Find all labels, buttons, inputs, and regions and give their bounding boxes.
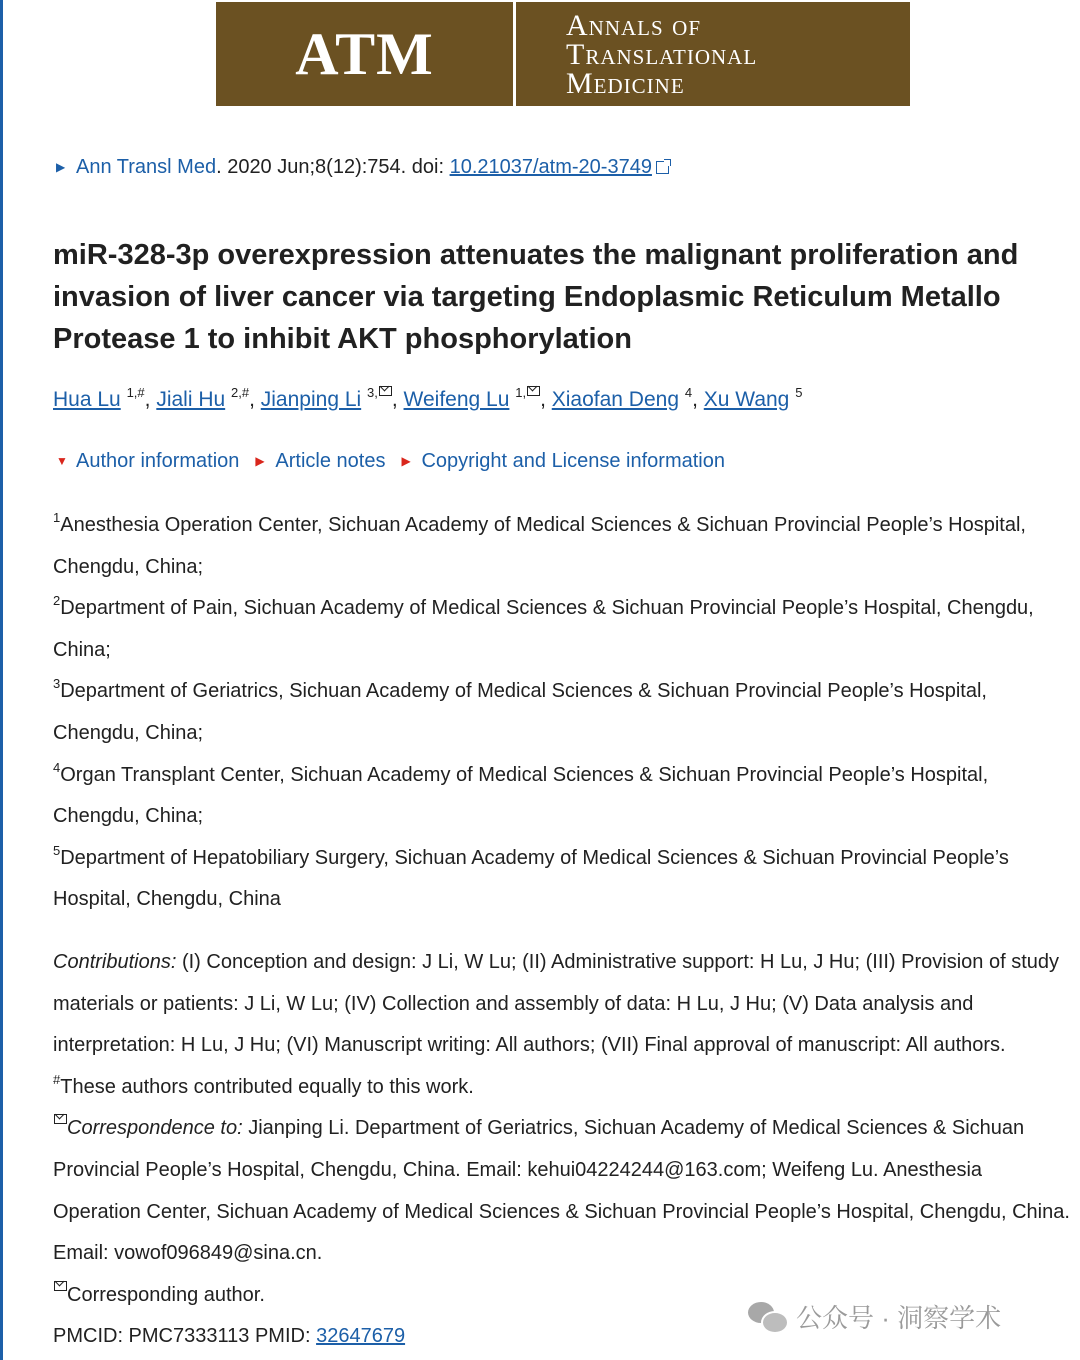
affiliation-item [53, 588, 1063, 671]
journal-name [516, 2, 757, 106]
affiliation-list [53, 505, 1063, 921]
contributions-label: Contributions: [53, 951, 177, 973]
author-link[interactable]: Jiali Hu [156, 388, 226, 411]
author-link[interactable]: Xiaofan Deng [551, 388, 680, 411]
correspondence-label: Correspondence to: [67, 1117, 243, 1140]
journal-banner[interactable] [216, 2, 910, 106]
author-separator: , [144, 388, 157, 411]
wechat-icon [748, 1302, 786, 1332]
tab-label: Copyright and License information [421, 450, 725, 472]
contributions-note [53, 942, 1073, 1067]
article-notes [53, 942, 1073, 1316]
correspondence-text: Jianping Li. Department of Geriatrics, Sichuan Academy of Medical Sciences & Sichuan Provincial People’s Hospital, Chengdu, China. Email: kehui04224244@163.com; Weifeng Lu. Anesthesia Operation Center, Sichuan Academy of Medical Sciences & Sichuan Provincial People’s Hospital, Chengdu, China. Email: vowof096849@sina.cn. [53, 1117, 1070, 1265]
journal-abbreviation-block [216, 2, 516, 106]
author-link[interactable]: Hua Lu [53, 388, 121, 411]
watermark [748, 1298, 1001, 1335]
journal-link[interactable]: Ann Transl Med [76, 156, 217, 178]
affiliation-text: Department of Hepatobiliary Surgery, Sichuan Academy of Medical Sciences & Sichuan Provincial People’s Hospital, Chengdu, China [53, 846, 1009, 911]
hash-mark: # [53, 1071, 61, 1087]
author-link[interactable]: Jianping Li [260, 388, 362, 411]
equal-contribution-text: These authors contributed equally to this work. [60, 1075, 474, 1098]
affiliation-item [53, 755, 1063, 838]
envelope-icon [379, 386, 392, 396]
author-link[interactable]: Xu Wang [703, 388, 790, 411]
tab-copyright-license[interactable] [401, 450, 725, 473]
page-left-border [0, 0, 3, 1360]
author-affiliation-sup [515, 385, 540, 400]
author-affiliation-sup: 4 [684, 385, 693, 400]
affiliation-text: Anesthesia Operation Center, Sichuan Academy of Medical Sciences & Sichuan Provincial People’s Hospital, Chengdu, China; [53, 514, 1026, 578]
journal-name-line: Annals of [566, 8, 702, 42]
pmcid: PMCID: PMC7333113 [53, 1325, 250, 1347]
envelope-icon [54, 1281, 67, 1291]
author-separator: , [391, 388, 404, 411]
pmid-link[interactable]: 32647679 [316, 1325, 406, 1347]
affiliation-number: 3 [53, 676, 61, 692]
envelope-icon [527, 386, 540, 396]
contributions-text: (I) Conception and design: J Li, W Lu; (II) Administrative support: H Lu, J Hu; (III) Provision of study materials or patients: J Li, W Lu; (IV) Collection and assembly of data: H Lu, J Hu; (V) Data analysis and interpretation: H Lu, J Hu; (VI) Manuscript writing: All authors; (VII) Final approval of manuscript: All authors. [53, 951, 1059, 1057]
affiliation-text: Organ Transplant Center, Sichuan Academy of Medical Sciences & Sichuan Provincial People’s Hospital, Chengdu, China; [53, 763, 989, 828]
triangle-right-icon: ▶ [401, 454, 411, 468]
affiliation-text: Department of Pain, Sichuan Academy of Medical Sciences & Sichuan Provincial People’s Hospital, Chengdu, China; [53, 597, 1034, 661]
watermark-text: 公众号 · 洞察学术 [796, 1303, 1002, 1333]
affiliation-item [53, 838, 1063, 921]
pmid-label: PMID: [254, 1325, 317, 1347]
citation-details: . 2020 Jun;8(12):754. doi: [216, 156, 450, 178]
doi-link[interactable]: 10.21037/atm-20-3749 [449, 156, 652, 178]
correspondence-note [53, 1108, 1073, 1274]
affiliation-item [53, 505, 1063, 588]
affiliation-number: 2 [53, 593, 61, 609]
external-link-icon [656, 161, 669, 174]
affiliation-number: 4 [53, 759, 61, 775]
triangle-down-icon: ▼ [56, 454, 68, 468]
author-affiliation-sup: 1,# [126, 385, 145, 400]
affiliation-text: Department of Geriatrics, Sichuan Academy of Medical Sciences & Sichuan Provincial People’s Hospital, Chengdu, China; [53, 680, 987, 744]
author-separator: , [249, 388, 261, 411]
envelope-icon [54, 1114, 67, 1124]
equal-contribution-note [53, 1067, 1073, 1109]
affiliation-item [53, 671, 1063, 754]
author-affiliation-sup [367, 385, 392, 400]
tab-label: Article notes [275, 450, 386, 472]
author-link[interactable]: Weifeng Lu [403, 388, 510, 411]
journal-abbreviation: ATM [295, 20, 434, 87]
affiliation-number: 5 [53, 842, 61, 858]
citation-line [56, 156, 669, 179]
tab-label: Author information [76, 450, 240, 472]
author-affiliation-sup: 5 [795, 385, 803, 400]
article-title: miR-328-3p overexpression attenuates the malignant proliferation and invasion of liver cancer via targeting Endoplasmic Reticulum Metallo Protease 1 to inhibit AKT phosphorylation [53, 239, 1019, 355]
journal-name-line: Translational [566, 37, 758, 71]
author-affiliation-sup: 2,# [231, 385, 250, 400]
tab-author-information[interactable] [56, 450, 239, 473]
tab-article-notes[interactable] [255, 450, 385, 473]
author-separator: , [540, 388, 552, 411]
article-identifiers [53, 1325, 405, 1348]
author-separator: , [692, 388, 704, 411]
envelope-mark [53, 1280, 67, 1295]
journal-name-line: Medicine [566, 66, 685, 100]
author-sup-text: 3, [367, 385, 378, 400]
corresponding-author-text: Corresponding author. [67, 1283, 265, 1306]
triangle-right-icon: ▶ [56, 160, 66, 174]
triangle-right-icon: ▶ [255, 454, 265, 468]
author-sup-text: 1, [515, 385, 527, 400]
article-info-tabs [56, 450, 741, 473]
author-list [53, 385, 802, 412]
affiliation-number: 1 [53, 510, 61, 525]
envelope-mark [53, 1113, 67, 1128]
